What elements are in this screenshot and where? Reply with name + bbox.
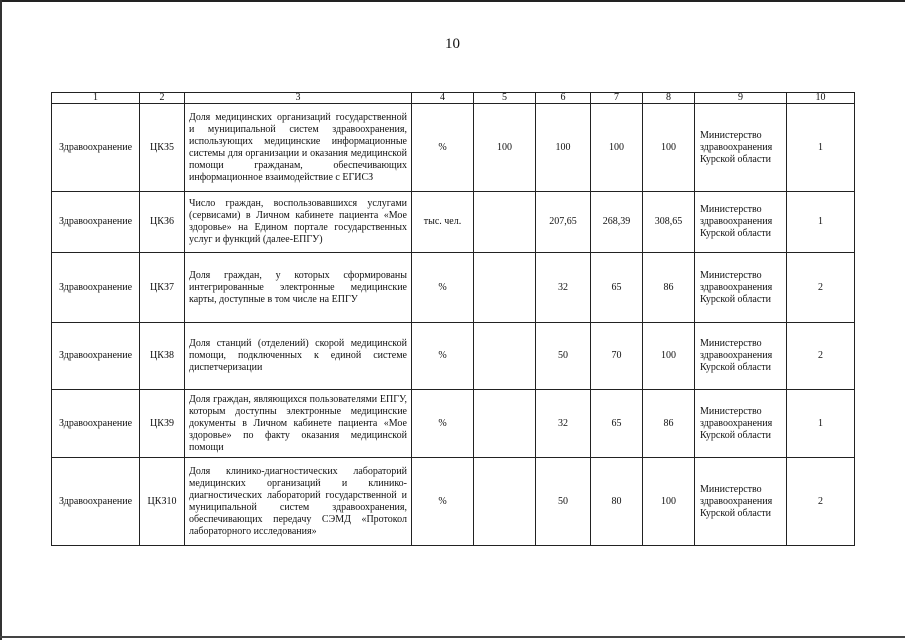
- value-cell-7: 268,39: [591, 192, 643, 253]
- indicator-cell: Число граждан, воспользовавшихся услугами (сервисами) в Личном кабинете пациента «Мое здоровье» на Едином портале государственных услуг и функций (далее-ЕПГУ): [185, 192, 412, 253]
- value-cell-7: 65: [591, 390, 643, 458]
- value-cell-6: 100: [536, 104, 591, 192]
- responsible-cell: Министерство здравоохранения Курской области: [695, 458, 787, 546]
- sector-cell: Здравоохранение: [52, 390, 140, 458]
- responsible-cell: Министерство здравоохранения Курской области: [695, 390, 787, 458]
- value-cell-10: 2: [787, 458, 855, 546]
- sector-cell: Здравоохранение: [52, 192, 140, 253]
- value-cell-10: 2: [787, 253, 855, 323]
- value-cell-5: [474, 458, 536, 546]
- value-cell-5: [474, 323, 536, 390]
- unit-cell: %: [412, 323, 474, 390]
- value-cell-6: 50: [536, 458, 591, 546]
- indicators-table: [51, 92, 855, 546]
- scan-bottom-border: [0, 636, 905, 638]
- value-cell-8: 308,65: [643, 192, 695, 253]
- table-row: [52, 253, 855, 323]
- value-cell-10: 1: [787, 390, 855, 458]
- page-number: 10: [445, 36, 460, 52]
- value-cell-10: 2: [787, 323, 855, 390]
- unit-cell: %: [412, 253, 474, 323]
- value-cell-5: [474, 390, 536, 458]
- value-cell-6: 207,65: [536, 192, 591, 253]
- value-cell-6: 32: [536, 390, 591, 458]
- column-number: 2: [140, 93, 185, 104]
- code-cell: ЦКЗ10: [140, 458, 185, 546]
- unit-cell: тыс. чел.: [412, 192, 474, 253]
- code-cell: ЦКЗ8: [140, 323, 185, 390]
- value-cell-5: [474, 253, 536, 323]
- sector-cell: Здравоохранение: [52, 323, 140, 390]
- value-cell-7: 100: [591, 104, 643, 192]
- table-row: [52, 458, 855, 546]
- code-cell: ЦКЗ5: [140, 104, 185, 192]
- column-number: 6: [536, 93, 591, 104]
- scan-left-border: [0, 0, 2, 640]
- value-cell-8: 86: [643, 390, 695, 458]
- responsible-cell: Министерство здравоохранения Курской области: [695, 104, 787, 192]
- sector-cell: Здравоохранение: [52, 458, 140, 546]
- code-cell: ЦКЗ9: [140, 390, 185, 458]
- sector-cell: Здравоохранение: [52, 253, 140, 323]
- value-cell-5: 100: [474, 104, 536, 192]
- value-cell-6: 32: [536, 253, 591, 323]
- indicator-cell: Доля станций (отделений) скорой медицинской помощи, подключенных к единой системе диспетчеризации: [185, 323, 412, 390]
- column-number: 5: [474, 93, 536, 104]
- responsible-cell: Министерство здравоохранения Курской области: [695, 253, 787, 323]
- column-number: 4: [412, 93, 474, 104]
- unit-cell: %: [412, 104, 474, 192]
- table-row: [52, 104, 855, 192]
- value-cell-6: 50: [536, 323, 591, 390]
- indicator-cell: Доля медицинских организаций государственной и муниципальной систем здравоохранения, использующих медицинские информационные системы для организации и оказания медицинской помощи гражданам, обеспечивающих информационное взаимодействие с ЕГИСЗ: [185, 104, 412, 192]
- value-cell-8: 100: [643, 458, 695, 546]
- column-number: 8: [643, 93, 695, 104]
- sector-cell: Здравоохранение: [52, 104, 140, 192]
- indicator-cell: Доля граждан, являющихся пользователями ЕПГУ, которым доступны электронные медицинские документы в Личном кабинете пациента «Мое здоровье» по факту оказания медицинской помощи: [185, 390, 412, 458]
- responsible-cell: Министерство здравоохранения Курской области: [695, 323, 787, 390]
- code-cell: ЦКЗ7: [140, 253, 185, 323]
- value-cell-10: 1: [787, 192, 855, 253]
- column-number: 7: [591, 93, 643, 104]
- unit-cell: %: [412, 458, 474, 546]
- table-row: [52, 323, 855, 390]
- column-number-row: [52, 93, 855, 104]
- column-number: 10: [787, 93, 855, 104]
- column-number: 3: [185, 93, 412, 104]
- indicator-cell: Доля клинико-диагностических лабораторий медицинских организаций и клинико-диагностических лабораторий государственной и муниципальной систем здравоохранения, обеспечивающих передачу СЭМД «Протокол лабораторного исследования»: [185, 458, 412, 546]
- value-cell-8: 86: [643, 253, 695, 323]
- value-cell-8: 100: [643, 323, 695, 390]
- value-cell-7: 70: [591, 323, 643, 390]
- value-cell-8: 100: [643, 104, 695, 192]
- column-number: 9: [695, 93, 787, 104]
- value-cell-5: [474, 192, 536, 253]
- indicator-cell: Доля граждан, у которых сформированы интегрированные электронные медицинские карты, доступные в том числе на ЕПГУ: [185, 253, 412, 323]
- table-row: [52, 192, 855, 253]
- scan-top-border: [0, 0, 905, 2]
- unit-cell: %: [412, 390, 474, 458]
- code-cell: ЦКЗ6: [140, 192, 185, 253]
- value-cell-10: 1: [787, 104, 855, 192]
- column-number: 1: [52, 93, 140, 104]
- table-row: [52, 390, 855, 458]
- responsible-cell: Министерство здравоохранения Курской области: [695, 192, 787, 253]
- value-cell-7: 80: [591, 458, 643, 546]
- value-cell-7: 65: [591, 253, 643, 323]
